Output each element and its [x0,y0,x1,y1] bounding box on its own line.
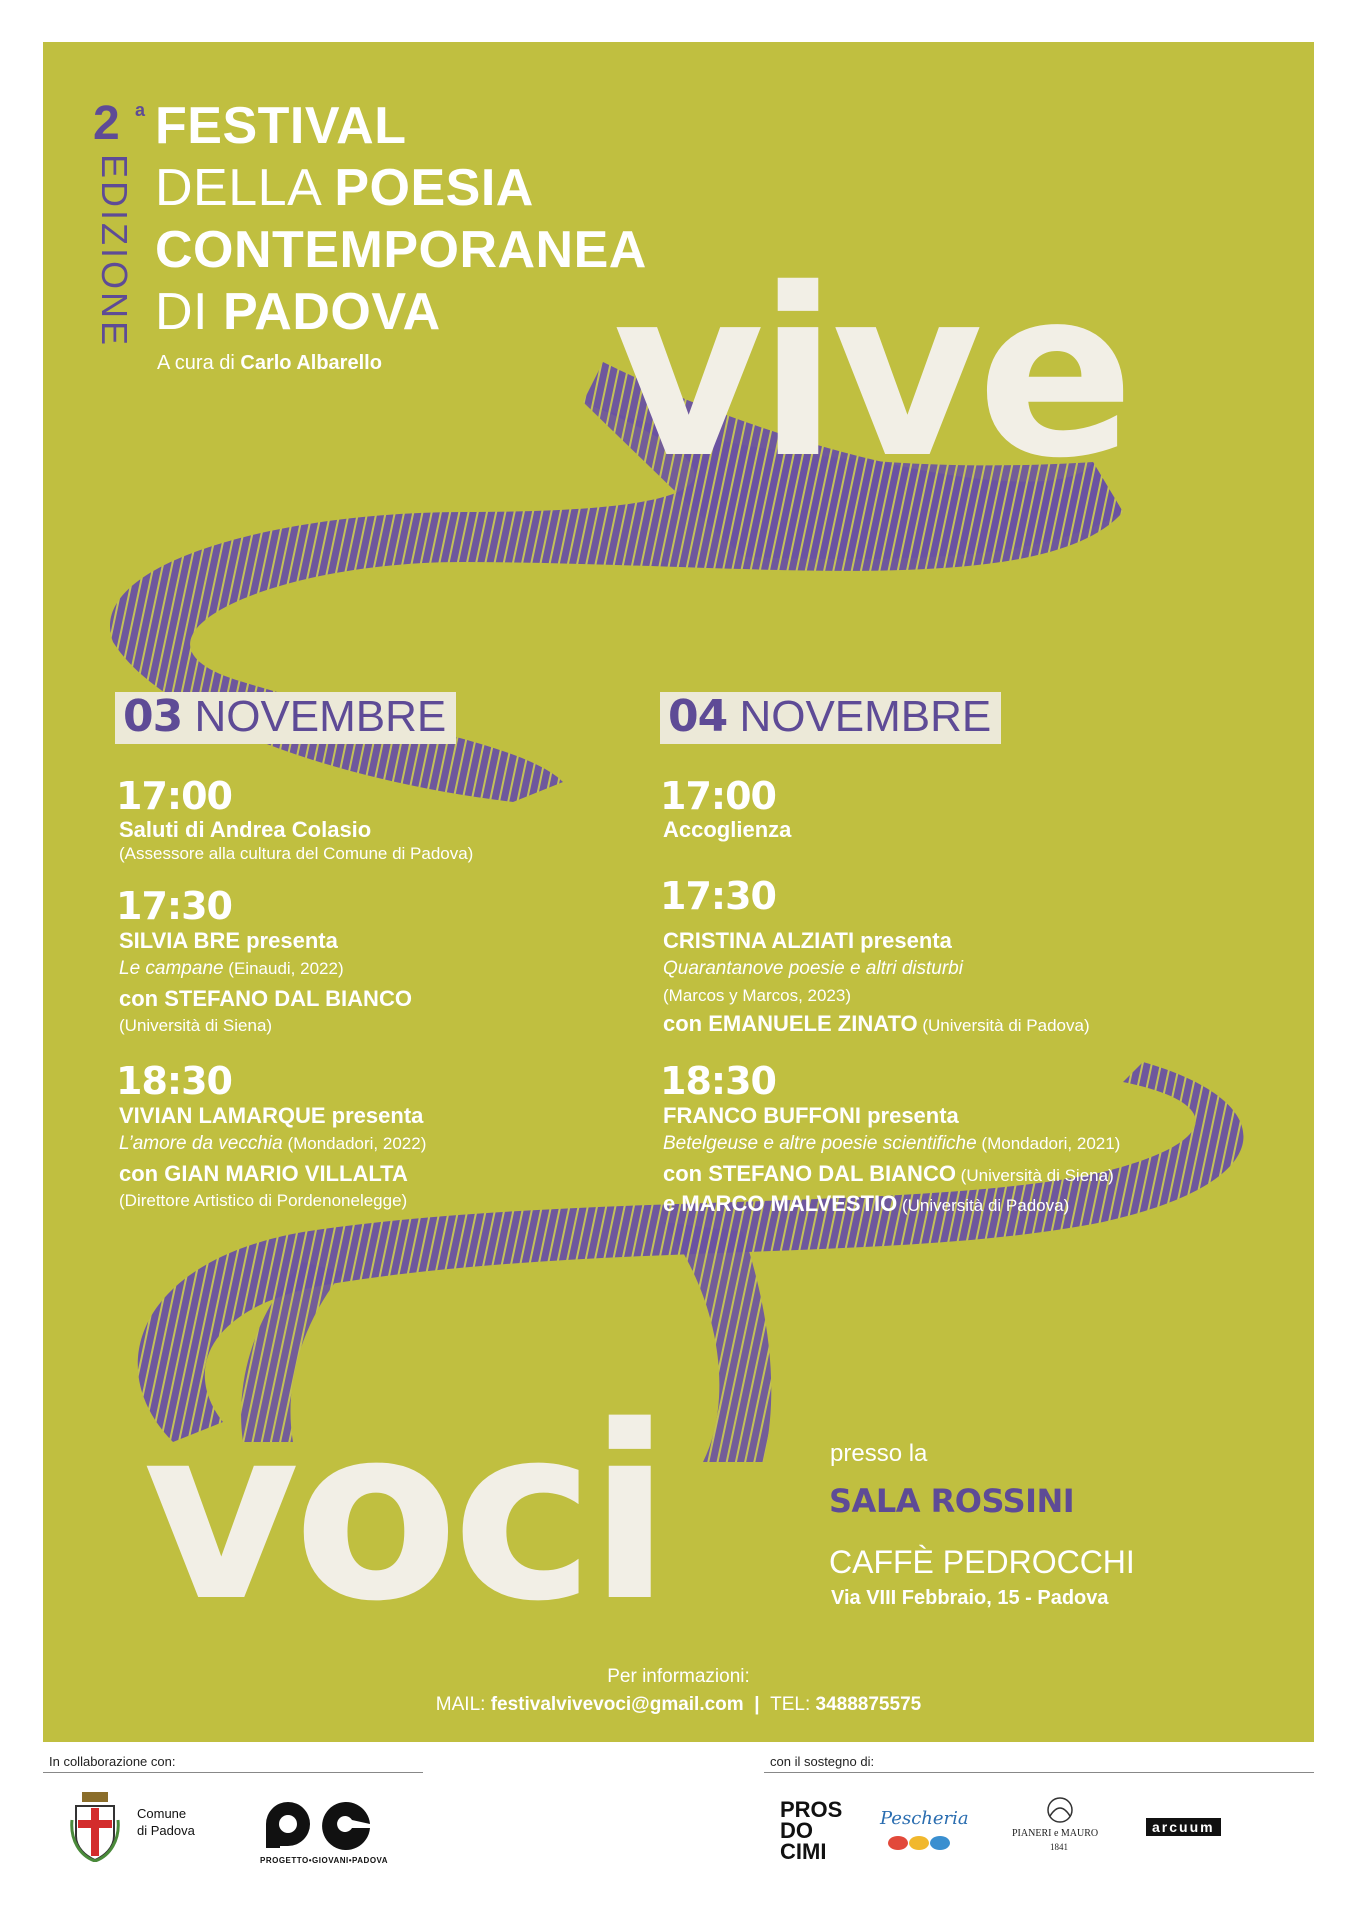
day-1-time-3: 18:30 [116,1059,232,1103]
day-2-event-3-con2: e MARCO MALVESTIO (Università di Padova) [663,1191,1070,1216]
footer-support-divider [764,1772,1314,1773]
day-1-event-1-title: Saluti di Andrea Colasio [119,817,372,842]
progetto-giovani-logo-icon [262,1798,374,1850]
title-line-4: DI PADOVA [155,283,441,341]
pianeri-year: 1841 [1050,1842,1068,1852]
arcuum-logo: arcuum [1146,1818,1221,1836]
day-1-event-3-title: VIVIAN LAMARQUE presenta [119,1103,424,1128]
day-2-event-3-book: Betelgeuse e altre poesie scientifiche (Mondadori, 2021) [663,1133,1121,1154]
footer-collab-label: In collaborazione con: [49,1754,176,1769]
day-1-time-1: 17:00 [116,774,232,818]
edition-number: 2 [93,97,120,150]
info-email[interactable]: festivalvivevoci@gmail.com [490,1694,744,1715]
edition-word: EDIZIONE [94,154,135,349]
poster [43,42,1314,1742]
big-word-vive: vive [613,239,1129,509]
fish-icon [886,1834,952,1852]
day-1-event-3-con-note: (Direttore Artistico di Pordenonelegge) [119,1191,408,1210]
day-2-time-1: 17:00 [660,774,776,818]
footer-collab-divider [43,1772,423,1773]
day-1-heading: 03 NOVEMBRE [115,692,456,744]
day-1-event-1-note: (Assessore alla cultura del Comune di Padova) [119,844,474,863]
venue-sala: SALA ROSSINI [829,1482,1075,1520]
comune-crest-icon [70,1790,120,1862]
info-contacts: MAIL: festivalvivevoci@gmail.com | TEL: 3488875575 [435,1694,922,1715]
day-2-event-2-con: con EMANUELE ZINATO (Università di Padova) [663,1011,1090,1036]
edition-superscript: a [135,100,146,120]
prosdocimi-logo: PROS DO CIMI [780,1797,843,1864]
day-1-event-3-book: L’amore da vecchia (Mondadori, 2022) [119,1133,427,1154]
venue-presso: presso la [830,1440,928,1467]
comune-line-1: Comune [137,1806,187,1821]
pianeri-crest-icon [1040,1796,1080,1824]
day-2-event-2-book: Quarantanove poesie e altri disturbi [663,958,963,979]
curated-by: A cura di Carlo Albarello [157,352,382,374]
info-heading: Per informazioni: [607,1666,750,1687]
day-2-event-2-publisher: (Marcos y Marcos, 2023) [663,986,851,1005]
day-1-event-2-title: SILVIA BRE presenta [119,928,338,953]
day-2-time-2: 17:30 [660,874,776,918]
comune-line-2: di Padova [137,1823,195,1838]
pescheria-logo: Pescheria [880,1808,969,1829]
day-1-event-2-book: Le campane (Einaudi, 2022) [119,958,344,979]
title-line-1: FESTIVAL [155,97,407,155]
big-word-voci: voci [143,1374,665,1654]
day-2-event-1-title: Accoglienza [663,817,792,842]
info-phone[interactable]: 3488875575 [815,1694,922,1715]
day-2-event-3-title: FRANCO BUFFONI presenta [663,1103,959,1128]
venue-caffe: CAFFÈ PEDROCCHI [829,1544,1135,1580]
title-line-2: DELLA POESIA [155,159,534,217]
day-2-time-3: 18:30 [660,1059,776,1103]
day-2-event-2-title: CRISTINA ALZIATI presenta [663,928,952,953]
pianeri-name: PIANERI e MAURO [1012,1828,1099,1839]
venue-address: Via VIII Febbraio, 15 - Padova [831,1587,1109,1609]
progetto-giovani-caption: PROGETTO•GIOVANI•PADOVA [260,1856,389,1865]
title-line-3: CONTEMPORANEA [155,221,647,279]
day-1-event-2-con-note: (Università di Siena) [119,1016,273,1035]
day-1-event-2-con: con STEFANO DAL BIANCO [119,986,412,1011]
day-1-event-3-con: con GIAN MARIO VILLALTA [119,1161,408,1186]
day-1-time-2: 17:30 [116,884,232,928]
day-2-event-3-con: con STEFANO DAL BIANCO (Università di Siena) [663,1161,1114,1186]
edition-word-wrap [95,154,135,414]
day-2-heading: 04 NOVEMBRE [660,692,1001,744]
footer-support-label: con il sostegno di: [770,1754,875,1769]
